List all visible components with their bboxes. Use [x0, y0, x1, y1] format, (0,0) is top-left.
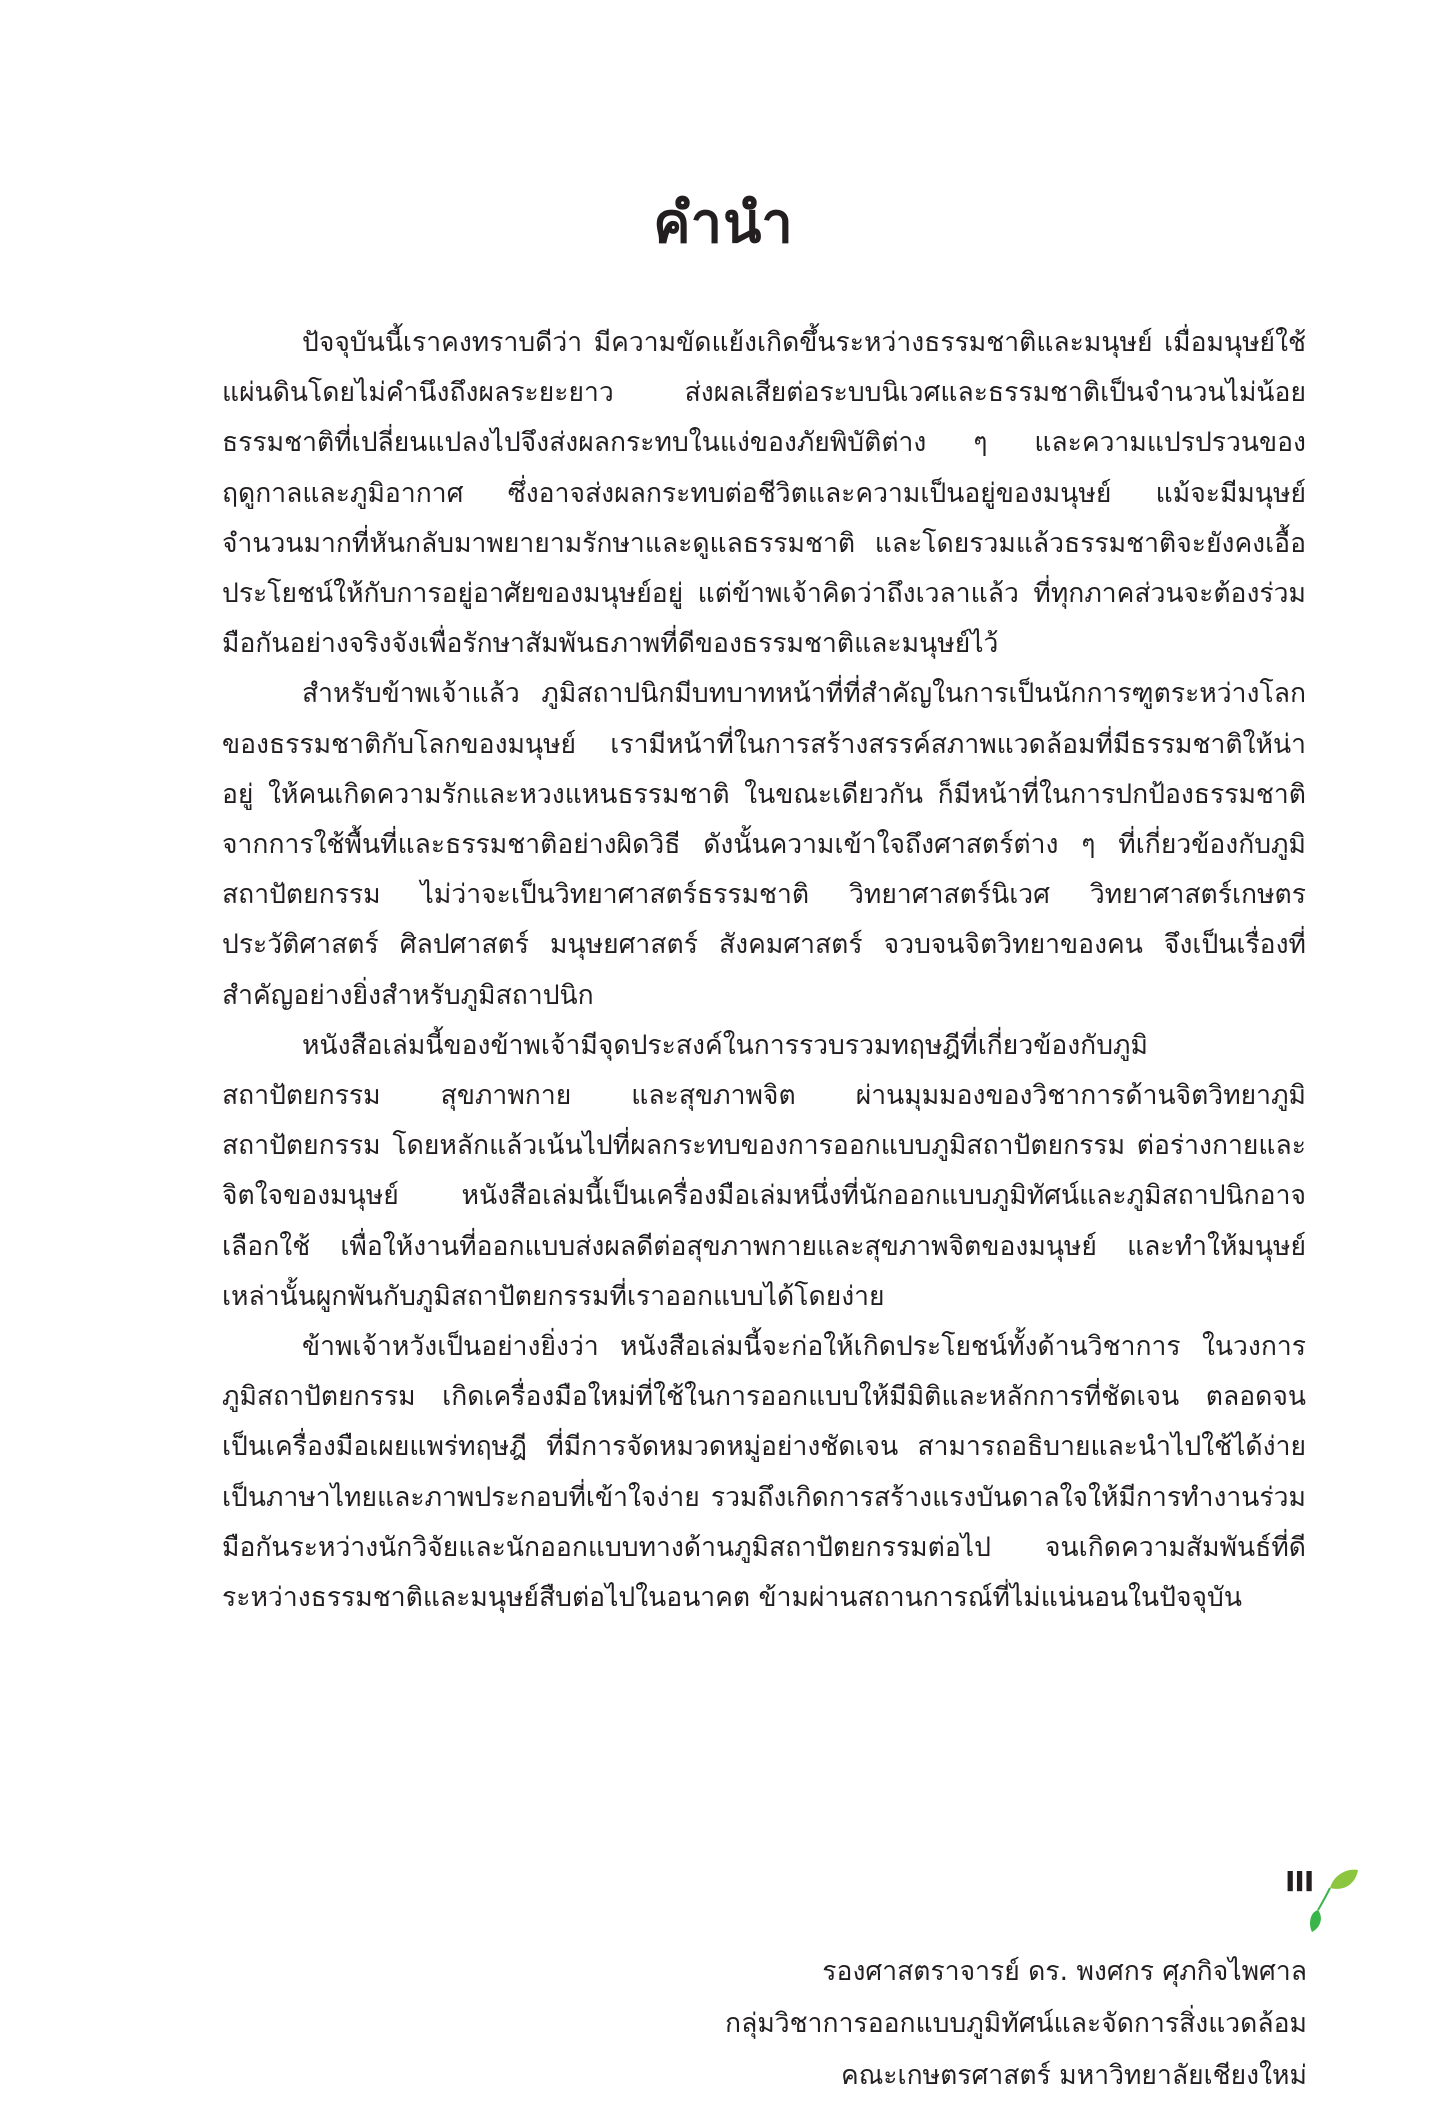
paragraph-1: ปัจจุบันนี้เราคงทราบดีว่า มีความขัดแย้งเกิดขึ้นระหว่างธรรมชาติและมนุษย์ เมื่อมนุษย์ใช้แผ่นดินโดยไม่คำนึงถึงผลระยะยาว ส่งผลเสียต่อระบบนิเวศและธรรมชาติเป็นจำนวนไม่น้อย ธรรมชาติที่เปลี่ยนแปลงไปจึงส่งผลกระทบในแง่ของภัยพิบัติต่าง ๆ และความแปรปรวนของฤดูกาลและภูมิอากาศ ซึ่งอาจส่งผลกระทบต่อชีวิตและความเป็นอยู่ของมนุษย์ แม้จะมีมนุษย์จำนวนมากที่หันกลับมาพยายามรักษาและดูแลธรรมชาติ และโดยรวมแล้วธรรมชาติจะยังคงเอื้อประโยชน์ให้กับการอยู่อาศัยของมนุษย์อยู่ แต่ข้าพเจ้าคิดว่าถึงเวลาแล้ว ที่ทุกภาคส่วนจะต้องร่วมมือกันอย่างจริงจังเพื่อรักษาสัมพันธภาพที่ดีของธรรมชาติและมนุษย์ไว้ [222, 327, 1306, 660]
page-title: คำนำ [653, 191, 794, 256]
author-department: กลุ่มวิชาการออกแบบภูมิทัศน์และจัดการสิ่งแวดล้อม [725, 2008, 1307, 2039]
author-name: รองศาสตราจารย์ ดร. พงศกร ศุภกิจไพศาล [822, 1956, 1307, 1987]
paragraph-2: สำหรับข้าพเจ้าแล้ว ภูมิสถาปนิกมีบทบาทหน้าที่ที่สำคัญในการเป็นนักการฑูตระหว่างโลกของธรรมชาติกับโลกของมนุษย์ เรามีหน้าที่ในการสร้างสรรค์สภาพแวดล้อมที่มีธรรมชาติให้น่าอยู่ ให้คนเกิดความรักและหวงแหนธรรมชาติ ในขณะเดียวกัน ก็มีหน้าที่ในการปกป้องธรรมชาติจากการใช้พื้นที่และธรรมชาติอย่างผิดวิธี ดังนั้นความเข้าใจถึงศาสตร์ต่าง ๆ ที่เกี่ยวข้องกับภูมิสถาปัตยกรรม ไม่ว่าจะเป็นวิทยาศาสตร์ธรรมชาติ วิทยาศาสตร์นิเวศ วิทยาศาสตร์เกษตร ประวัติศาสตร์ ศิลปศาสตร์ มนุษยศาสตร์ สังคมศาสตร์ จวบจนจิตวิทยาของคน จึงเป็นเรื่องที่สำคัญอย่างยิ่งสำหรับภูมิสถาปนิก [222, 678, 1306, 1011]
leaf-small-icon [1310, 1910, 1321, 1932]
paragraph-4: ข้าพเจ้าหวังเป็นอย่างยิ่งว่า หนังสือเล่มนี้จะก่อให้เกิดประโยชน์ทั้งด้านวิชาการ ในวงการภูมิสถาปัตยกรรม เกิดเครื่องมือใหม่ที่ใช้ในการออกแบบให้มีมิติและหลักการที่ชัดเจน ตลอดจนเป็นเครื่องมือเผยแพร่ทฤษฎี ที่มีการจัดหมวดหมู่อย่างชัดเจน สามารถอธิบายและนำไปใช้ได้ง่ายเป็นภาษาไทยและภาพประกอบที่เข้าใจง่าย รวมถึงเกิดการสร้างแรงบันดาลใจให้มีการทำงานร่วมมือกันระหว่างนักวิจัยและนักออกแบบทางด้านภูมิสถาปัตยกรรมต่อไป จนเกิดความสัมพันธ์ที่ดีระหว่างธรรมชาติและมนุษย์สืบต่อไปในอนาคต ข้ามผ่านสถานการณ์ที่ไม่แน่นอนในปัจจุบัน [222, 1331, 1306, 1614]
leaf-large-icon [1330, 1870, 1358, 1889]
page-number: III [1285, 1865, 1314, 1898]
author-faculty: คณะเกษตรศาสตร์ มหาวิทยาลัยเชียงใหม่ [840, 2060, 1307, 2091]
paragraph-3: หนังสือเล่มนี้ของข้าพเจ้ามีจุดประสงค์ในการรวบรวมทฤษฎีที่เกี่ยวข้องกับภูมิสถาปัตยกรรม สุขภาพกาย และสุขภาพจิต ผ่านมุมมองของวิชาการด้านจิตวิทยาภูมิสถาปัตยกรรม โดยหลักแล้วเน้นไปที่ผลกระทบของการออกแบบภูมิสถาปัตยกรรม ต่อร่างกายและจิตใจของมนุษย์ หนังสือเล่มนี้เป็นเครื่องมือเล่มหนึ่งที่นักออกแบบภูมิทัศน์และภูมิสถาปนิกอาจเลือกใช้ เพื่อให้งานที่ออกแบบส่งผลดีต่อสุขภาพกายและสุขภาพจิตของมนุษย์ และทำให้มนุษย์เหล่านั้นผูกพันกับภูมิสถาปัตยกรรมที่เราออกแบบได้โดยง่าย [222, 1029, 1306, 1312]
preface-body [222, 318, 1306, 1623]
signature-block [725, 1946, 1307, 2102]
